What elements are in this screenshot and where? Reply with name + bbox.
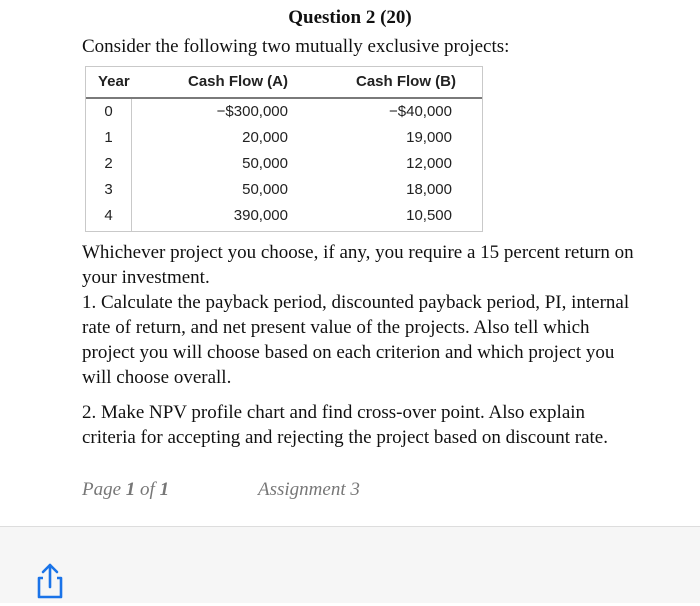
table-row [86, 99, 482, 125]
table-header [86, 67, 482, 99]
cash-flow-a-cell: 50,000 [242, 155, 288, 172]
header-cash-flow-a: Cash Flow (A) [188, 73, 288, 90]
cash-flow-b-cell: 19,000 [406, 129, 452, 146]
task-2-paragraph: 2. Make NPV profile chart and find cross-over point. Also explain criteria for accepting and rejecting the project based on discount rate. [82, 402, 608, 448]
assignment-label: Assignment 3 [258, 479, 360, 500]
page-prefix: Page [82, 479, 126, 500]
cash-flow-b-cell: −$40,000 [389, 103, 452, 120]
year-cell: 4 [104, 207, 113, 224]
year-cell: 1 [104, 129, 113, 146]
cash-flow-b-cell: 18,000 [406, 181, 452, 198]
table-row [86, 177, 482, 203]
question-title: Question 2 (20) [288, 7, 412, 28]
header-cash-flow-b: Cash Flow (B) [356, 73, 456, 90]
bottom-toolbar [0, 526, 700, 603]
cash-flow-b-cell: 10,500 [406, 207, 452, 224]
share-icon [30, 561, 70, 601]
table-row [86, 151, 482, 177]
cash-flow-a-cell: −$300,000 [216, 103, 288, 120]
table-row [86, 203, 482, 229]
header-year: Year [98, 73, 130, 90]
requirement-paragraph: Whichever project you choose, if any, you require a 15 percent return on your investment. [82, 242, 634, 288]
table-row [86, 125, 482, 151]
cash-flow-table [85, 66, 483, 232]
task-1-paragraph: 1. Calculate the payback period, discounted payback period, PI, internal rate of return, and net present value of the projects. Also tell which project you will choose based on each criterion and which project you will choose overall. [82, 292, 630, 388]
page-of: of [135, 479, 160, 500]
cash-flow-b-cell: 12,000 [406, 155, 452, 172]
share-button[interactable] [30, 561, 70, 601]
intro-text: Consider the following two mutually exclusive projects: [82, 36, 510, 57]
page-total: 1 [159, 479, 170, 500]
cash-flow-a-cell: 20,000 [242, 129, 288, 146]
page-indicator [82, 479, 169, 501]
cash-flow-a-cell: 50,000 [242, 181, 288, 198]
cash-flow-a-cell: 390,000 [233, 207, 288, 224]
page-current: 1 [125, 479, 136, 500]
year-cell: 0 [104, 103, 113, 120]
year-cell: 3 [104, 181, 113, 198]
year-cell: 2 [104, 155, 113, 172]
